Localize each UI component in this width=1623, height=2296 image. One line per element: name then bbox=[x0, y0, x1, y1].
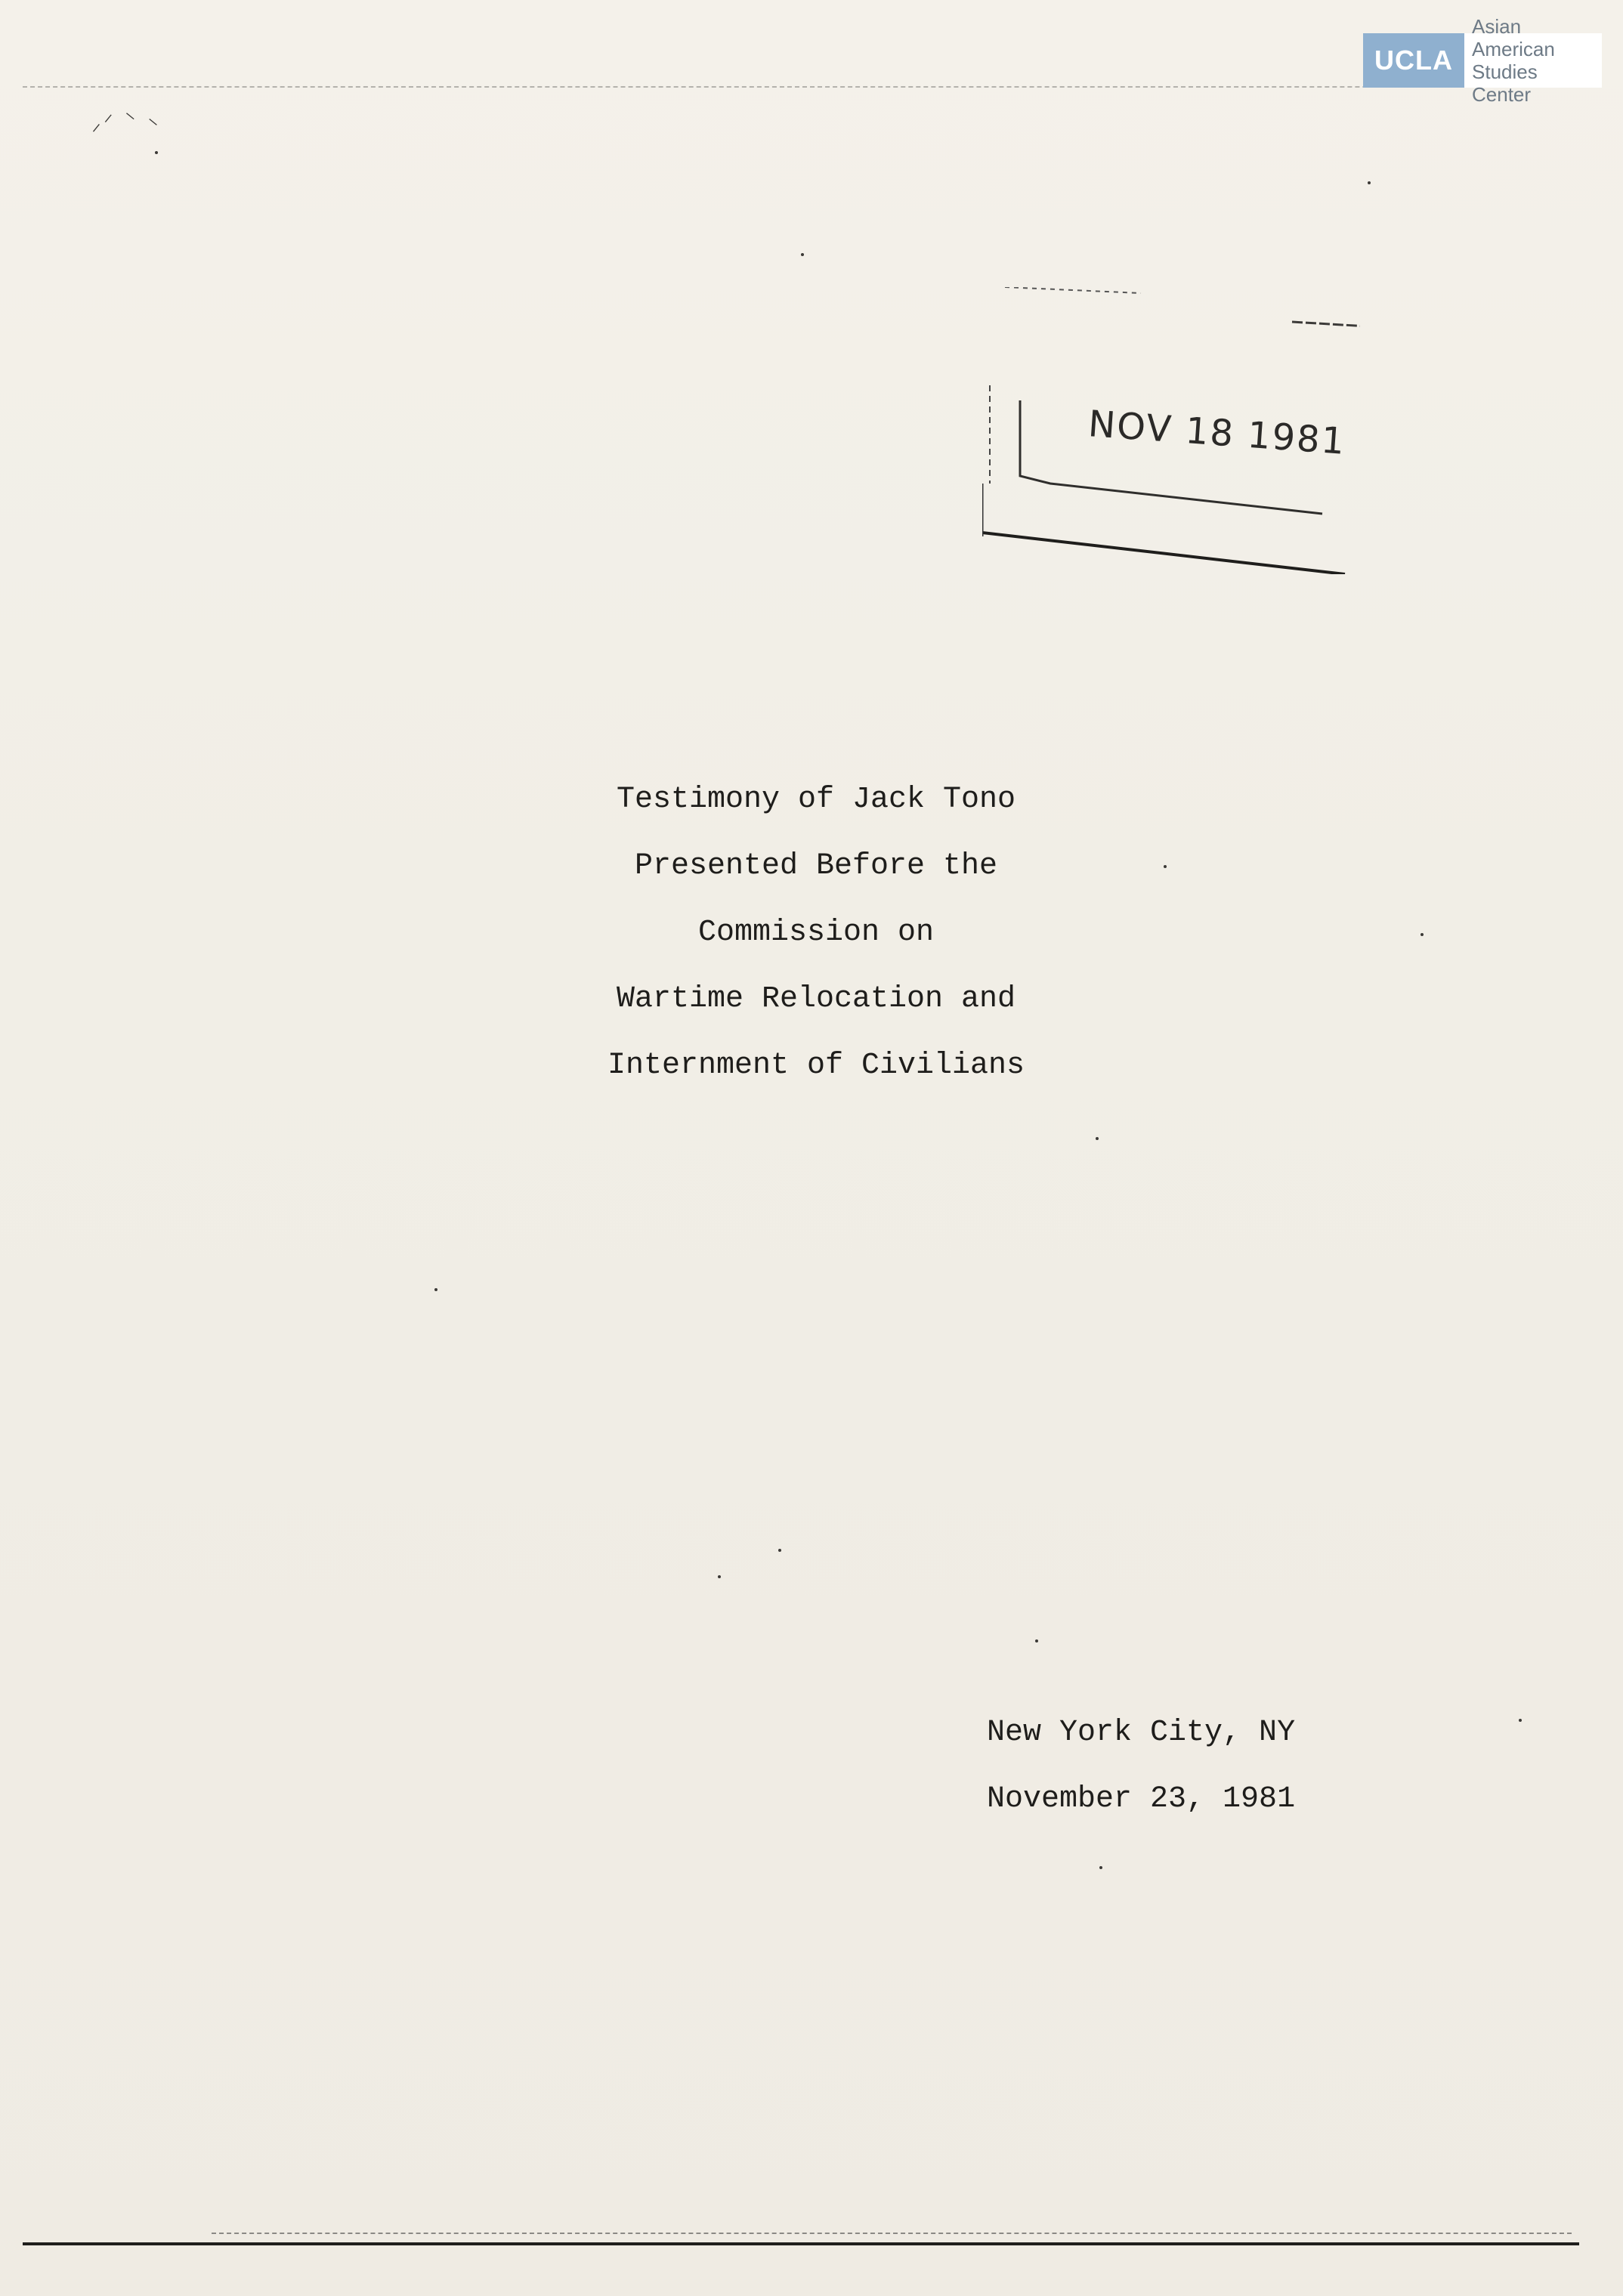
title-line-5: Internment of Civilians bbox=[607, 1049, 1025, 1083]
title-line-2: Presented Before the bbox=[634, 849, 998, 883]
bottom-rule bbox=[23, 2242, 1579, 2245]
paper-speck bbox=[1368, 181, 1371, 184]
stamp-date: NOV 18 1981 bbox=[1087, 403, 1347, 463]
paper-speck bbox=[1035, 1639, 1038, 1642]
paper-speck bbox=[1421, 933, 1424, 936]
title-line-4: Wartime Relocation and bbox=[616, 982, 1016, 1016]
ucla-logo bbox=[1363, 15, 1602, 106]
logo-text bbox=[1464, 15, 1602, 106]
title-line-3: Commission on bbox=[697, 916, 935, 950]
paper-speck bbox=[1164, 865, 1167, 868]
paper-speck bbox=[155, 151, 158, 154]
paper-speck bbox=[1519, 1719, 1522, 1722]
paper-speck bbox=[801, 253, 804, 256]
paper-speck bbox=[718, 1575, 721, 1578]
bottom-dashed-rule bbox=[212, 2233, 1572, 2234]
top-rule bbox=[23, 86, 1594, 88]
paper-speck bbox=[434, 1288, 437, 1291]
title-line-1: Testimony of Jack Tono bbox=[616, 783, 1016, 817]
logo-line-1: Asian American bbox=[1472, 15, 1555, 60]
paper-speck bbox=[1096, 1137, 1099, 1140]
logo-line-2: Studies Center bbox=[1472, 60, 1538, 106]
title-block bbox=[529, 767, 1103, 1099]
handwritten-mark: ⸝⸍ ⸌ ⸜ bbox=[89, 106, 162, 136]
paper-speck bbox=[778, 1549, 781, 1552]
logo-mark: UCLA bbox=[1363, 33, 1464, 88]
place-block bbox=[987, 1700, 1334, 1833]
paper-speck bbox=[1099, 1866, 1102, 1869]
location-line: New York City, NY bbox=[987, 1716, 1296, 1750]
date-line: November 23, 1981 bbox=[987, 1782, 1296, 1816]
date-stamp bbox=[982, 287, 1360, 574]
